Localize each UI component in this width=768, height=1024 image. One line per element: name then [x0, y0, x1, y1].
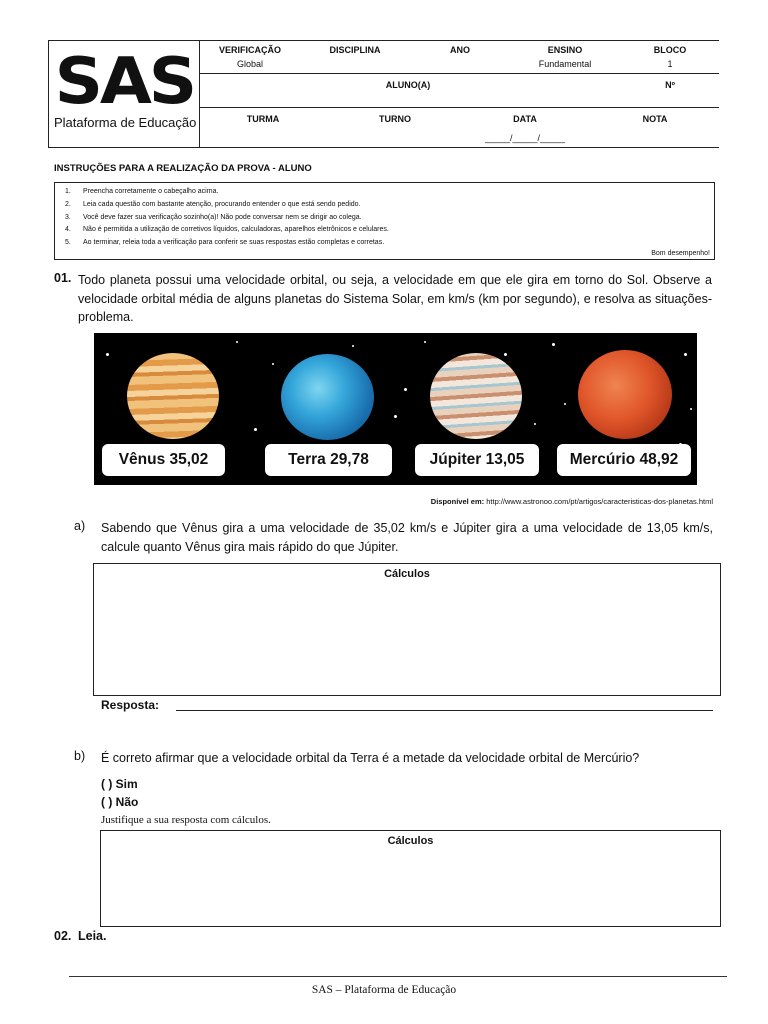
- earth-planet: [281, 354, 374, 440]
- instruction-item: 1. Preencha corretamente o cabeçalho acima.: [65, 188, 219, 195]
- item-a-letter: a): [74, 519, 86, 533]
- value-verificacao: Global: [236, 59, 263, 69]
- instruction-item: 2. Leia cada questão com bastante atenção, procurando entender o que está sendo pedido.: [65, 201, 361, 208]
- question-1-text: Todo planeta possui uma velocidade orbital, ou seja, a velocidade em que ele gira em torno do Sol. Observe a velocidade orbital média de alguns planetas do Sistema Solar, em km/s (km por segundo), e resolva as situações-problema.: [78, 273, 712, 324]
- source-link[interactable]: http://www.astronoo.com/pt/artigos/caracteristicas-dos-planetas.html: [486, 497, 713, 506]
- label-ano: ANO: [450, 45, 470, 55]
- label-bloco: BLOCO: [653, 45, 687, 55]
- mercury-planet: [578, 350, 672, 439]
- option-sim[interactable]: ( ) Sim: [101, 777, 138, 791]
- calc-title: Cálculos: [384, 568, 430, 580]
- label-verificacao: VERIFICAÇÃO: [218, 45, 281, 55]
- label-ensino: ENSINO: [547, 45, 583, 55]
- label-data: DATA: [513, 114, 537, 124]
- value-ensino: Fundamental: [538, 59, 592, 69]
- option-nao[interactable]: ( ) Não: [101, 795, 139, 809]
- label-nota: NOTA: [642, 114, 668, 124]
- question-1-number: 01.: [54, 271, 72, 285]
- label-disciplina: DISCIPLINA: [329, 45, 381, 55]
- item-a-text: Sabendo que Vênus gira a uma velocidade de 35,02 km/s e Júpiter gira a uma velocidade de 13,05 km/s, calcule quanto Vênus gira mais rápido do que Júpiter.: [101, 521, 713, 554]
- instructions-box: [54, 182, 715, 260]
- answer-label: Resposta:: [101, 698, 160, 712]
- date-blank[interactable]: _____/_____/_____: [484, 133, 566, 143]
- instruction-item: 5. Ao terminar, releia toda a verificação para conferir se suas respostas estão completas e corretas.: [65, 239, 385, 246]
- venus-label: Vênus 35,02: [102, 444, 225, 476]
- instruction-item: 3. Você deve fazer sua verificação sozinho(a)! Não pode conversar nem se dirigir ao colega.: [65, 214, 362, 221]
- good-luck-text: Bom desempenho!: [651, 250, 710, 257]
- jupiter-label: Júpiter 13,05: [415, 444, 539, 476]
- item-b-letter: b): [74, 749, 86, 763]
- footer-divider: [69, 976, 727, 977]
- calc-box-a[interactable]: [93, 563, 721, 696]
- footer-text: SAS – Plataforma de Educação: [311, 984, 457, 996]
- value-bloco: 1: [667, 59, 673, 69]
- venus-planet: [127, 353, 219, 439]
- logo-subtitle: Plataforma de Educação: [54, 115, 197, 130]
- item-b-text: É correto afirmar que a velocidade orbital da Terra é a metade da velocidade orbital de Mercúrio?: [101, 751, 640, 765]
- question-2-number: 02.: [54, 929, 72, 943]
- label-numero: Nº: [665, 80, 675, 90]
- answer-line[interactable]: [176, 710, 713, 711]
- sas-logo: SAS: [54, 45, 195, 119]
- question-2-text: Leia.: [78, 929, 107, 943]
- instruction-item: 4. Não é permitida a utilização de corretivos líquidos, calculadoras, aparelhos eletrônicos e celulares.: [65, 226, 389, 233]
- label-turno: TURNO: [379, 114, 411, 124]
- justify-instruction: Justifique a sua resposta com cálculos.: [101, 814, 271, 826]
- planets-image: [94, 333, 697, 485]
- earth-label: Terra 29,78: [265, 444, 392, 476]
- calc-title: Cálculos: [387, 835, 434, 847]
- jupiter-planet: [430, 353, 522, 439]
- image-source: Disponível em: http://www.astronoo.com/pt/artigos/caracteristicas-dos-planetas.html: [430, 497, 713, 506]
- label-turma: TURMA: [246, 114, 280, 124]
- instructions-title: INSTRUÇÕES PARA A REALIZAÇÃO DA PROVA - ALUNO: [54, 163, 312, 174]
- calc-box-b[interactable]: [100, 830, 721, 927]
- label-aluno: ALUNO(A): [385, 80, 431, 90]
- mercury-label: Mercúrio 48,92: [557, 444, 691, 476]
